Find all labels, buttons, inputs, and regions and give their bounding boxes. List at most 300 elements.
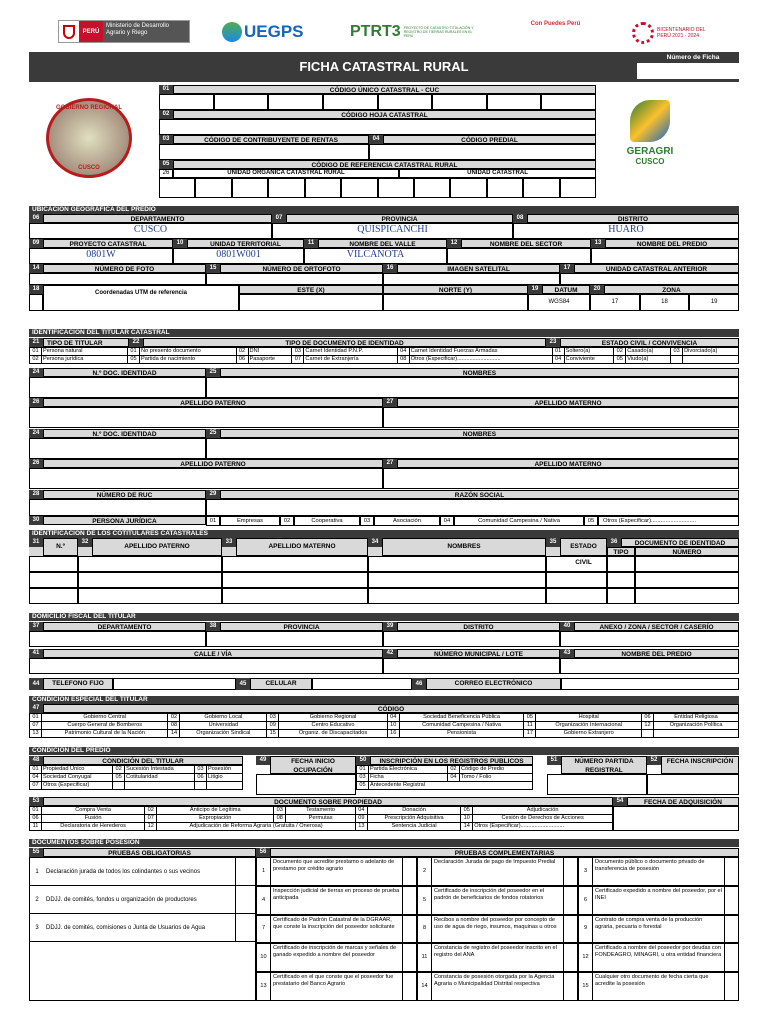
col-estado-civil: ESTADO CIVIL: [560, 538, 607, 556]
item-text: Constancia de posesión otorgada por la Agencia Agraria o Municipalidad Distrital respectiva: [434, 974, 555, 988]
fecha-adq-field[interactable]: [613, 806, 739, 831]
sector-label: NOMBRE DEL SECTOR: [461, 239, 591, 248]
option-code: 01: [128, 348, 140, 356]
option-label[interactable]: Gobierno Local: [180, 714, 267, 722]
field-num: 22: [129, 338, 143, 347]
option-label[interactable]: Persona jurídica: [42, 356, 128, 364]
cotitulares-table: [29, 538, 739, 604]
dom-anexo-label: ANEXO / ZONA / SECTOR / CASERÍO: [574, 622, 739, 631]
field-num: 36: [607, 538, 621, 547]
option-label[interactable]: No presento documento: [140, 348, 237, 356]
option-label[interactable]: Casado(a): [626, 348, 671, 356]
item-text: Certificado en el que conste que el poseedor fue prestatario del Banco Agrario: [273, 974, 394, 988]
nombres-label: NOMBRES: [220, 429, 739, 438]
imagen-label: IMAGEN SATELITAL: [397, 264, 560, 273]
domicilio-block: 37 DEPARTAMENTO 38 PROVINCIA 39 DISTRITO 40 ANEXO / ZONA / SECTOR / CASERÍO 41 CALLE / VÍA 42 NÚMERO MUNICIPAL / LOTE 43 NOMBRE DEL PREDIO 44 TELEFONO FIJO 45 CELULAR 46 CORREO ELECTRÓNICO: [29, 622, 739, 690]
code-num: 03: [159, 135, 173, 144]
field-num: 14: [29, 264, 43, 273]
departamento-value[interactable]: CUSCO: [29, 223, 272, 239]
hoja-field[interactable]: [159, 119, 596, 135]
item-text: Inspección judicial de tierras en proceso de prueba anticipada: [273, 887, 400, 901]
option-label[interactable]: Universidad: [180, 722, 267, 730]
code-num: 04: [369, 135, 383, 144]
ap-mat-field[interactable]: [383, 407, 739, 428]
zona-label: ZONA: [604, 285, 739, 294]
item-num: 10: [257, 944, 271, 971]
field-num: 32: [78, 538, 92, 547]
contribuyente-label: CÓDIGO DE CONTRIBUYENTE DE RENTAS: [173, 135, 369, 144]
item-check[interactable]: [724, 944, 738, 971]
option-label[interactable]: Adjudicación: [473, 807, 613, 815]
estado-civil-label: ESTADO CIVIL / CONVIVENCIA: [560, 338, 739, 347]
zona-option[interactable]: 19: [689, 294, 739, 311]
item-text: Certificado a nombre del poseedor por deudas con FONDEAGRO, MINAGRI, u otra entidad financiera: [595, 945, 722, 959]
distrito-value[interactable]: HUARO: [513, 223, 739, 239]
dom-predio-field[interactable]: [560, 658, 739, 674]
item-text: Certificado de inscripción del poseedor en el padrón de beneficiarios de fondos rotatorios: [434, 887, 545, 901]
posesion-header: 55 PRUEBAS OBLIGATORIAS 56 PRUEBAS COMPLEMENTARIAS: [29, 848, 739, 857]
ministry-logo: [58, 20, 190, 43]
geragri-logo: [615, 100, 685, 180]
field-num: 18: [29, 285, 43, 294]
item-num: 8: [418, 916, 432, 943]
condicion-especial-block: 47 CÓDIGO: [29, 704, 739, 713]
option-code: 04: [397, 348, 409, 356]
utm-label: Coordenadas UTM de referencia: [43, 285, 239, 311]
persona-1: 24 N.º DOC. IDENTIDAD 25 NOMBRES 26 APELLIDO PATERNO 27 APELLIDO MATERNO: [29, 368, 739, 428]
section-condicion-especial: CONDICIÓN ESPECIAL DEL TITULAR: [29, 696, 739, 704]
item-check[interactable]: [563, 858, 577, 885]
list-item[interactable]: [417, 915, 578, 944]
ruc-block: 28 NÚMERO DE RUC 29 RAZÓN SOCIAL: [29, 490, 739, 516]
option-code: 04: [440, 516, 454, 526]
option-label[interactable]: Propiedad Único: [42, 766, 113, 774]
option-label[interactable]: Comunidad Campesina / Nativa: [399, 722, 524, 730]
hoja-label: CÓDIGO HOJA CATASTRAL: [173, 110, 596, 119]
norte-label: NORTE (Y): [383, 285, 528, 294]
ap-pat-field[interactable]: [29, 407, 383, 428]
bicentenario-text: BICENTENARIO DEL PERÚ 2021 - 2024: [657, 27, 706, 39]
list-item[interactable]: [417, 857, 578, 886]
list-item[interactable]: [256, 943, 417, 972]
col-num: N.º: [43, 538, 78, 556]
item-num: 1: [257, 858, 271, 885]
option-label[interactable]: Organiz. de Discapacitados: [279, 730, 388, 738]
option-label[interactable]: Permutas: [286, 815, 356, 823]
list-item[interactable]: [256, 886, 417, 915]
option-label[interactable]: Conviviente: [564, 356, 614, 364]
proyecto-label: PROYECTO CATASTRAL: [43, 239, 173, 248]
list-item[interactable]: 1 Declaración jurada de todos los colindantes o sus vecinos: [30, 858, 255, 886]
contribuyente-field[interactable]: [159, 144, 369, 160]
field-num: 20: [590, 285, 604, 294]
option-label[interactable]: Testamento: [286, 807, 356, 815]
municipal-label: NÚMERO MUNICIPAL / LOTE: [397, 649, 560, 658]
item-text: Documento que acredite prestamo o adelanto de prestamo por crédito agrario: [273, 859, 395, 872]
ptrt3-logo: [350, 22, 495, 42]
field-num: 10: [173, 239, 187, 248]
option-label[interactable]: Cuerpo General de Bomberos: [42, 722, 168, 730]
option-label[interactable]: Otros (Especificar): [42, 782, 113, 790]
item-text: Cualquier otro documento de fecha cierta que acredite la posesión: [595, 974, 709, 988]
option-label[interactable]: Cotitularidad: [125, 774, 195, 782]
field-num: 12: [447, 239, 461, 248]
col-ap-pat: APELLIDO PATERNO: [92, 538, 222, 556]
este-label: ESTE (X): [239, 285, 383, 294]
item-check[interactable]: [724, 887, 738, 914]
field-num: 11: [304, 239, 318, 248]
option-code: 03: [360, 516, 374, 526]
option-label[interactable]: Partida Electrónica: [369, 766, 448, 774]
foto-label: NÚMERO DE FOTO: [43, 264, 206, 273]
list-item[interactable]: 3 DDJJ. de comités, comisiones o Junta de Usuarios de Agua: [30, 914, 255, 942]
doc-ident-field[interactable]: [29, 377, 206, 398]
option-label[interactable]: Soltero(a): [564, 348, 614, 356]
option-code: 01: [552, 348, 564, 356]
predial-field[interactable]: [369, 144, 596, 160]
item-check[interactable]: [724, 858, 738, 885]
option-label[interactable]: Sucesión Intestada: [125, 766, 195, 774]
item-check[interactable]: [563, 916, 577, 943]
option-code: 06: [236, 356, 248, 364]
list-item[interactable]: [417, 972, 578, 1001]
item-check[interactable]: [563, 973, 577, 1000]
correo-field[interactable]: [561, 678, 739, 690]
option-label[interactable]: Divorciado(a): [683, 348, 739, 356]
option-label[interactable]: Antecedente Registral: [369, 782, 533, 790]
ministry-name: Ministerio de Desarrollo Agrario y Riego: [103, 21, 189, 42]
item-num: 13: [257, 973, 271, 1000]
list-item[interactable]: [578, 972, 739, 1001]
foto-field[interactable]: [29, 273, 206, 285]
dom-distrito-field[interactable]: [383, 631, 560, 647]
field-num: 13: [591, 239, 605, 248]
pj-label: PERSONA JURÍDICA: [43, 516, 206, 525]
option-label[interactable]: Carnet de Extranjería: [304, 356, 397, 364]
item-check[interactable]: [563, 944, 577, 971]
item-check[interactable]: [724, 973, 738, 1000]
item-num: 9: [579, 916, 593, 943]
section-ubicacion: UBICACIÓN GEOGRÁFICA DEL PREDIO: [29, 206, 739, 214]
option-label[interactable]: Código de Predio: [459, 766, 532, 774]
imagen-field[interactable]: [383, 273, 560, 285]
option-code: 03: [671, 348, 683, 356]
item-check[interactable]: [402, 887, 416, 914]
code-num: 01: [159, 85, 173, 94]
option-code: 02: [236, 348, 248, 356]
option-label[interactable]: Carnet Identidad P.N.P.: [304, 348, 397, 356]
option-code: 01: [206, 516, 220, 526]
option-label[interactable]: Fusión: [42, 815, 145, 823]
option-label[interactable]: Otros (Especificar)............................: [473, 823, 613, 831]
option-label[interactable]: Pasaporte: [248, 356, 292, 364]
option-label[interactable]: Declaratoria de Herederos: [42, 823, 145, 831]
condicion-titular-table: 01 Propiedad Único 02 Sucesión Intestada 03 Posesión 04 Sociedad Conyugal 05 Cotitularidad 06 Litigio 07 Otros (Especificar): [29, 765, 243, 790]
option-label[interactable]: Otros (Especificar)............................: [409, 356, 552, 364]
ap-pat-field[interactable]: [29, 468, 383, 489]
item-check[interactable]: [563, 887, 577, 914]
dom-departamento-field[interactable]: [29, 631, 206, 647]
field-num: 33: [222, 538, 236, 547]
option-label[interactable]: Cooperativa: [294, 516, 360, 526]
section-posesion: DOCUMENTOS SOBRE POSESIÓN: [29, 839, 739, 847]
option-label[interactable]: Carnet Identidad Fuerzas Armadas: [409, 348, 552, 356]
option-code: 02: [280, 516, 294, 526]
valle-label: NOMBRE DEL VALLE: [318, 239, 447, 248]
geragri-leaves-icon: [630, 100, 670, 142]
field-num: 08: [513, 214, 527, 223]
option-label[interactable]: Compra Venta: [42, 807, 145, 815]
ap-mat-label: APELLIDO MATERNO: [397, 459, 739, 468]
uc-anterior-field[interactable]: [560, 273, 739, 285]
nombres-field[interactable]: [206, 377, 739, 398]
code-num: 02: [159, 110, 173, 119]
option-label[interactable]: Asociación: [374, 516, 440, 526]
persona-juridica-row: 30 PERSONA JURÍDICA 01 Empresas 02 Cooperativa 03 Asociación 04 Comunidad Campesina / Nativa 05 Otros (Especificar)............................: [29, 516, 739, 526]
zona-option[interactable]: 18: [640, 294, 690, 311]
option-code: 07: [292, 356, 304, 364]
option-label[interactable]: Organización Internacional: [536, 722, 642, 730]
dom-anexo-field[interactable]: [560, 631, 739, 647]
razon-field[interactable]: [206, 499, 739, 516]
section-condicion-predio: CONDICIÓN DEL PREDIO: [29, 747, 739, 755]
list-item[interactable]: [417, 943, 578, 972]
option-label[interactable]: DNI: [248, 348, 292, 356]
referencia-field[interactable]: [159, 178, 596, 198]
ortofoto-field[interactable]: [206, 273, 383, 285]
option-label[interactable]: Sociedad Beneficencia Pública: [399, 714, 524, 722]
bicentenario-circle-icon: [632, 22, 654, 44]
field-num: 35: [546, 538, 560, 547]
col-documento: DOCUMENTO DE IDENTIDAD: [621, 538, 739, 547]
list-item[interactable]: [417, 886, 578, 915]
option-code: 08: [397, 356, 409, 364]
complementarias-grid: [256, 857, 739, 1001]
departamento-label: DEPARTAMENTO: [43, 214, 272, 223]
item-num: 12: [579, 944, 593, 971]
field-num: 19: [528, 285, 542, 294]
calle-field[interactable]: [29, 658, 383, 674]
ficha-number-field[interactable]: [637, 63, 749, 79]
field-num: 06: [29, 214, 43, 223]
calle-label: CALLE / VÍA: [43, 649, 383, 658]
item-text: Documento público o documento privado de transferencia de posesión: [595, 859, 705, 872]
zona-option[interactable]: 17: [590, 294, 640, 311]
option-label[interactable]: Centro Educativo: [279, 722, 388, 730]
option-label[interactable]: Hospital: [536, 714, 642, 722]
option-label[interactable]: Gobierno Central: [42, 714, 168, 722]
field-num: 23: [546, 338, 560, 347]
celular-label: CELULAR: [250, 678, 312, 690]
ficha-label: Número de Ficha: [666, 54, 720, 61]
field-num: 31: [29, 538, 43, 547]
option-label[interactable]: Entidad Religiosa: [654, 714, 739, 722]
option-label[interactable]: Empresas: [220, 516, 280, 526]
option-label[interactable]: Posesión: [207, 766, 243, 774]
option-label[interactable]: Partida de nacimiento: [140, 356, 237, 364]
fecha-inicio-label: FECHA INICIO OCUPACIÓN: [270, 756, 356, 774]
inscripcion-table: 01 Partida Electrónica 02 Código de Predio 03 Ficha 04 Tomo / Folio 05 Antecedente Registral: [356, 765, 533, 790]
unidad-territorial-value[interactable]: 0801W001: [173, 248, 304, 264]
page-title: FICHA CATASTRAL RURAL: [299, 59, 469, 74]
field-num: 09: [29, 239, 43, 248]
condicion-label: CONDICIÓN DEL TITULAR: [43, 756, 243, 765]
col-numero: NÚMERO: [635, 547, 739, 556]
ubicacion-block: [29, 214, 739, 311]
option-label[interactable]: Prescripción Adquisitiva: [367, 815, 460, 823]
item-text: Contrato de compra venta de la producción agraria, pecuaria o forestal: [595, 916, 703, 930]
peru-shield-icon: [59, 21, 79, 42]
codigo-label: CÓDIGO: [43, 704, 739, 713]
uegps-text: UEGPS: [244, 22, 304, 41]
sector-field[interactable]: [447, 248, 591, 264]
field-num: 21: [29, 338, 43, 347]
option-code: 01: [30, 348, 42, 356]
titular-options-table: [29, 347, 739, 364]
option-label[interactable]: Gobierno Extranjero: [536, 730, 642, 738]
list-item[interactable]: [578, 886, 739, 915]
section-domicilio: DOMICILIO FISCAL DEL TITULAR: [29, 613, 739, 621]
option-label[interactable]: Sentencia Judicial: [367, 823, 460, 831]
ptrt3-subtitle: PROYECTO DE CATASTRO TITULACIÓN Y REGISTRO DE TIERRAS RURALES EN EL PERÚ: [403, 26, 474, 38]
list-item[interactable]: [578, 943, 739, 972]
celular-field[interactable]: [312, 678, 412, 690]
option-label[interactable]: Sociedad Conyugal: [42, 774, 113, 782]
peru-label: PERÚ: [79, 21, 103, 42]
tipo-doc-label: TIPO DE DOCUMENTO DE IDENTIDAD: [143, 338, 546, 347]
ap-mat-field[interactable]: [383, 468, 739, 489]
option-code: 03: [292, 348, 304, 356]
list-item[interactable]: [256, 857, 417, 886]
title-bar: [29, 52, 739, 82]
doc-propiedad-label: DOCUMENTO SOBRE PROPIEDAD: [43, 797, 613, 806]
item-num: 6: [579, 887, 593, 914]
ap-pat-label: APELLIDO PATERNO: [43, 398, 383, 407]
option-label[interactable]: Tomo / Folio: [459, 774, 532, 782]
nombres-field[interactable]: [206, 438, 739, 459]
predio-field[interactable]: [591, 248, 739, 264]
col-ap-mat: APELLIDO MATERNO: [236, 538, 368, 556]
item-num: 7: [257, 916, 271, 943]
option-label[interactable]: Gobierno Regional: [279, 714, 388, 722]
item-check[interactable]: [402, 916, 416, 943]
nombres-label: NOMBRES: [220, 368, 739, 377]
persona-2: 24 N.º DOC. IDENTIDAD 25 NOMBRES 26 APELLIDO PATERNO 27 APELLIDO MATERNO: [29, 429, 739, 489]
referencia-label: CÓDIGO DE REFERENCIA CATASTRAL RURAL: [173, 160, 596, 169]
item-text: Recibos a nombre del poseedor por concepto de uso de agua de riego, insumos, maquinas u otros: [434, 916, 557, 930]
ruc-field[interactable]: [29, 499, 206, 516]
list-item[interactable]: [256, 972, 417, 1001]
option-label[interactable]: Expropiación: [157, 815, 274, 823]
dom-provincia-field[interactable]: [206, 631, 383, 647]
item-text: Certificado expedido a nombre del poseedor, por el INEI: [595, 887, 722, 901]
item-check[interactable]: [402, 858, 416, 885]
option-label[interactable]: Organización Sindical: [180, 730, 267, 738]
item-check[interactable]: [402, 944, 416, 971]
doc-ident-field[interactable]: [29, 438, 206, 459]
provincia-value[interactable]: QUISPICANCHI: [272, 223, 513, 239]
valle-value[interactable]: VILCANOTA: [304, 248, 447, 264]
col-nombres: NOMBRES: [382, 538, 546, 556]
list-item[interactable]: [578, 915, 739, 944]
titular-block: [29, 338, 739, 347]
norte-field[interactable]: [383, 294, 528, 311]
option-label[interactable]: Pensionista: [399, 730, 524, 738]
datum-label: DATUM: [542, 285, 590, 294]
list-item[interactable]: [578, 857, 739, 886]
geragri-sub-text: CUSCO: [635, 157, 665, 166]
option-label[interactable]: Ficha: [369, 774, 448, 782]
este-field[interactable]: [239, 294, 383, 311]
datum-value[interactable]: WGS84: [528, 294, 590, 311]
option-label[interactable]: Patrimonio Cultural de la Nación: [42, 730, 168, 738]
field-num: 17: [560, 264, 574, 273]
doc-propiedad-table: 01 Compra Venta 02 Anticipo de Legítima 03 Testamento 04 Donación 05 Adjudicación 06 Fusión 07 Expropiación 08 Permutas 09 Prescripción Adquisitiva 10 Cesión de Derechos de Acciones 11 Declaratoria de Herederos 12 Adjudicación de Reforma Agraria (Gratuita / Onerosa) 13 Sentencia Judicial 14 Otros (Especificar)............................: [29, 806, 613, 831]
doc-propiedad-header: 53 DOCUMENTO SOBRE PROPIEDAD 54 FECHA DE ADQUISICIÓN: [29, 797, 739, 806]
option-label[interactable]: Donación: [367, 807, 460, 815]
item-check[interactable]: [402, 973, 416, 1000]
list-item[interactable]: 2 DDJJ. de comités, fondos u organización de productores: [30, 886, 255, 914]
ruc-label: NÚMERO DE RUC: [43, 490, 206, 499]
item-num: 2: [418, 858, 432, 885]
option-code: 05: [614, 356, 626, 364]
dom-provincia-label: PROVINCIA: [220, 622, 383, 631]
bicentenario-logo: [632, 20, 722, 46]
municipal-field[interactable]: [383, 658, 560, 674]
ap-mat-label: APELLIDO MATERNO: [397, 398, 739, 407]
item-text: Constancia de registro del poseedor inscrito en el registro del ANA: [434, 945, 557, 959]
option-label[interactable]: Cesión de Derechos de Acciones: [473, 815, 613, 823]
option-label[interactable]: Viudo(a): [626, 356, 671, 364]
item-check[interactable]: [724, 916, 738, 943]
col-tipo: TIPO: [607, 547, 635, 556]
fecha-inicio-field[interactable]: [256, 774, 356, 795]
uegps-circle-icon: [222, 22, 242, 42]
proyecto-value[interactable]: 0801W: [29, 248, 173, 264]
option-label[interactable]: Persona natural: [42, 348, 128, 356]
option-code: 02: [30, 356, 42, 364]
telefono-field[interactable]: [113, 678, 236, 690]
option-label[interactable]: Anticipo de Legítima: [157, 807, 274, 815]
option-label[interactable]: Litigio: [207, 774, 243, 782]
cuc-field[interactable]: [159, 94, 596, 110]
ortofoto-label: NÚMERO DE ORTOFOTO: [220, 264, 383, 273]
provincia-label: PROVINCIA: [286, 214, 513, 223]
section-titular: IDENTIFICACIÓN DEL TITULAR CATASTRAL: [29, 329, 739, 337]
inscripcion-label: INSCRIPCIÓN EN LOS REGISTROS PUBLICOS: [370, 756, 533, 765]
option-label[interactable]: Comunidad Campesina / Nativa: [454, 516, 584, 526]
unidad-territorial-label: UNIDAD TERRITORIAL: [187, 239, 304, 248]
option-label[interactable]: Adjudicación de Reforma Agraria (Gratuita / Onerosa): [157, 823, 356, 831]
tipo-titular-label: TIPO DE TITULAR: [43, 338, 129, 347]
option-label[interactable]: Otros (Especificar)............................: [598, 516, 739, 526]
puedes-peru-logo: Con Puedes Perú: [530, 21, 581, 27]
distrito-label: DISTRITO: [527, 214, 739, 223]
fecha-insc-field[interactable]: [647, 774, 739, 795]
field-num: 15: [206, 264, 220, 273]
ap-pat-label: APELLIDO PATERNO: [43, 459, 383, 468]
code-num: 05: [159, 160, 173, 169]
partida-field[interactable]: [547, 774, 647, 795]
dom-predio-label: NOMBRE DEL PREDIO: [574, 649, 739, 658]
option-label[interactable]: Organización Política: [654, 722, 739, 730]
telefono-label: TELEFONO FIJO: [43, 678, 113, 690]
dom-distrito-label: DISTRITO: [397, 622, 560, 631]
item-text: Certificado de Padrón Catastral de la DGRAAR, que conste la inscripción del poseedor solicitante: [273, 916, 395, 930]
cuc-label: CÓDIGO ÚNICO CATASTRAL - CUC: [173, 85, 596, 94]
list-item[interactable]: [256, 915, 417, 944]
item-num: 11: [418, 944, 432, 971]
